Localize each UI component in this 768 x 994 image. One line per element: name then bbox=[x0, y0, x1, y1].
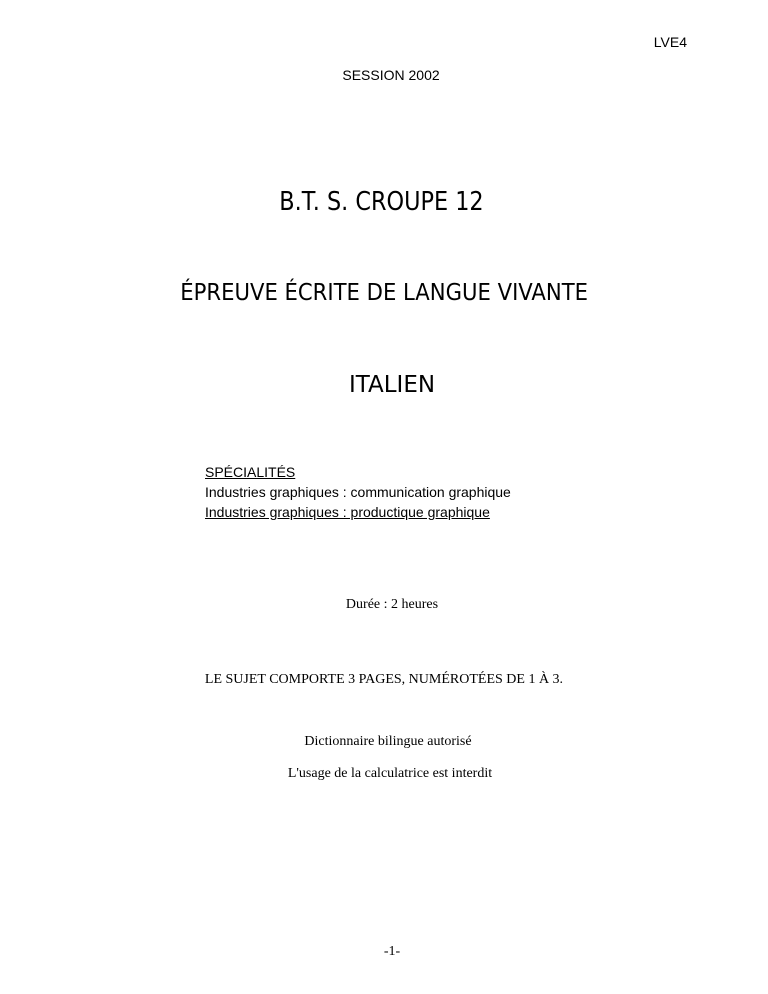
dictionary-note: Dictionnaire bilingue autorisé bbox=[304, 734, 472, 749]
duration-text: Durée : 2 heures bbox=[345, 597, 439, 612]
specialites-block bbox=[205, 462, 511, 522]
exam-code: LVE4 bbox=[653, 34, 687, 50]
specialite-item: Industries graphiques : communication graphique bbox=[205, 484, 511, 500]
page-number: -1- bbox=[383, 944, 401, 959]
exam-title: ÉPREUVE ÉCRITE DE LANGUE VIVANTE bbox=[180, 280, 589, 306]
pages-note: LE SUJET COMPORTE 3 PAGES, NUMÉROTÉES DE 1 À 3. bbox=[204, 672, 564, 687]
specialites-heading: SPÉCIALITÉS bbox=[205, 464, 296, 480]
specialite-item: Industries graphiques : productique graphique bbox=[205, 504, 490, 520]
session-year: SESSION 2002 bbox=[342, 67, 440, 83]
language-title: ITALIEN bbox=[348, 372, 436, 398]
calculator-note: L'usage de la calculatrice est interdit bbox=[287, 766, 493, 781]
document-title: B.T. S. CROUPE 12 bbox=[279, 187, 484, 217]
